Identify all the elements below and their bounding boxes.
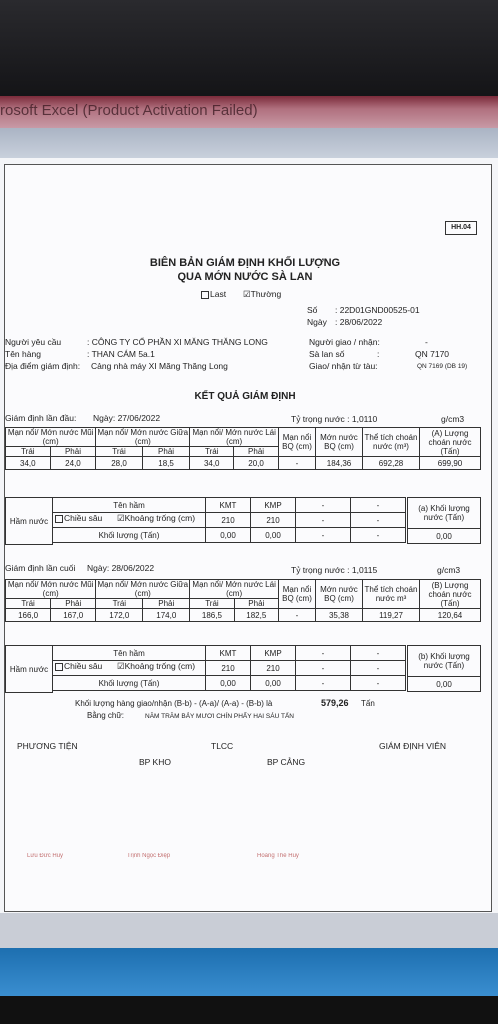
total-label: Khối lượng hàng giao/nhận (B-b) - (A-a)/ (A-a) - (B-b) là: [75, 699, 273, 708]
document-sheet: [4, 164, 492, 912]
last-unit: g/cm3: [437, 565, 461, 575]
total-unit: Tấn: [361, 699, 375, 708]
first-h-kl: (A) Lượng choán nước (Tấn): [420, 428, 481, 457]
option-regular-label: Thường: [250, 289, 282, 299]
signer-name-3: Hoàng Thế Huy: [257, 853, 299, 859]
last-h-trai: Trái: [6, 599, 51, 609]
first-h-mui: Mạn nổi/ Mớn nước Mũi (cm): [6, 428, 96, 447]
first-h-bq: Mạn nổi BQ (cm): [279, 428, 316, 457]
last-h-phai: Phải: [234, 599, 278, 609]
first-label: Giám định lần đầu:: [5, 413, 77, 423]
window-title: rosoft Excel (Product Activation Failed): [0, 102, 258, 119]
last-h-trai: Trái: [190, 599, 234, 609]
last-cell: 119,27: [363, 609, 420, 622]
first-cell: 18,5: [142, 457, 190, 470]
first-cell: 20,0: [234, 457, 279, 470]
first-h-trai: Trái: [6, 447, 51, 457]
first-h-phai: Phải: [50, 447, 96, 457]
last-label: Giám định lần cuối: [5, 563, 76, 573]
first-dash: -: [350, 497, 406, 513]
first-kmt: KMT: [205, 497, 251, 513]
print-preview-area: [0, 158, 498, 913]
first-dash: -: [295, 527, 351, 543]
last-h-mui: Mạn nổi/ Mớn nước Mũi (cm): [6, 580, 96, 599]
last-cell: 172,0: [96, 609, 143, 622]
first-cell: 24,0: [50, 457, 96, 470]
last-ham-label: Hầm nước: [5, 645, 53, 693]
checkbox-last[interactable]: [201, 291, 209, 299]
last-dash: -: [295, 675, 351, 691]
last-cell: 120,64: [420, 609, 481, 622]
last-cell: 186,5: [190, 609, 234, 622]
first-h-lai: Mạn nổi/ Mớn nước Lái (cm): [190, 428, 279, 447]
last-dash: -: [350, 675, 406, 691]
sign-inspector: GIÁM ĐỊNH VIÊN: [379, 741, 447, 751]
first-kl-v2: 0,00: [250, 527, 296, 543]
last-cell: 182,5: [234, 609, 278, 622]
words-label: Bằng chữ:: [87, 711, 124, 720]
check-mark-icon: ☑: [243, 289, 251, 299]
first-kt-v2: 210: [250, 512, 296, 528]
so-value: : 22D01GND00525-01: [335, 305, 420, 315]
first-dash: -: [350, 527, 406, 543]
first-ratio: Tỷ trọng nước : 1,0110: [291, 414, 378, 424]
last-right-value: 0,00: [407, 676, 481, 692]
check-mark-icon: ☑: [117, 513, 125, 523]
first-h-tt: Thể tích choán nước (m³): [363, 428, 420, 457]
first-kmp: KMP: [250, 497, 296, 513]
salan-value: QN 7170: [415, 349, 450, 359]
first-right-value: 0,00: [407, 528, 481, 544]
place-label: Địa điểm giám định:: [5, 361, 81, 371]
words-value: NĂM TRĂM BẢY MƯƠI CHÍN PHẨY HAI SÁU TẤN: [145, 713, 294, 720]
doc-subtitle: QUA MỚN NƯỚC SÀ LAN: [177, 271, 313, 283]
result-title: KẾT QUẢ GIÁM ĐỊNH: [194, 391, 296, 402]
last-date: Ngày: 28/06/2022: [87, 563, 155, 573]
window-title-bar[interactable]: [0, 96, 498, 128]
last-kl-v1: 0,00: [205, 675, 251, 691]
first-h-trai: Trái: [190, 447, 234, 457]
taskbar[interactable]: [0, 948, 498, 996]
checkbox-depth[interactable]: [55, 515, 63, 523]
check-mark-icon: ☑: [117, 661, 125, 671]
first-dash: -: [295, 512, 351, 528]
checkbox-depth[interactable]: [55, 663, 63, 671]
first-cell: 28,0: [96, 457, 142, 470]
first-kl-v1: 0,00: [205, 527, 251, 543]
last-dash: -: [350, 645, 406, 661]
doc-title: BIÊN BẢN GIÁM ĐỊNH KHỐI LƯỢNG: [149, 257, 341, 269]
requester-label: Người yêu cầu: [5, 337, 62, 347]
last-ten-ham: Tên hầm: [52, 645, 206, 661]
last-cell: 35,38: [316, 609, 363, 622]
first-h-phai: Phải: [142, 447, 190, 457]
first-cell: 34,0: [6, 457, 51, 470]
form-code: HH.04: [445, 221, 477, 235]
last-h-trai: Trái: [96, 599, 143, 609]
last-depth-label: Chiều sâu: [64, 661, 103, 671]
first-unit: g/cm3: [441, 414, 465, 424]
first-h-phai: Phải: [234, 447, 279, 457]
excel-status-area: [0, 913, 498, 948]
last-cell: -: [279, 609, 316, 622]
first-right-label: (a) Khối lượng nước (Tấn): [407, 497, 481, 529]
giao-label: Người giao / nhận:: [309, 337, 380, 347]
first-opt-clearance[interactable]: [117, 513, 195, 523]
last-opt-clearance[interactable]: [117, 661, 195, 671]
last-h-giua: Mạn nổi/ Mớn nước Giữa (cm): [97, 580, 189, 598]
last-h-kl: (B) Lượng choán nước (Tấn): [420, 580, 481, 609]
sign-warehouse: BP KHO: [139, 757, 171, 767]
last-cell: 167,0: [51, 609, 96, 622]
sign-vehicle: PHƯƠNG TIỆN: [17, 741, 78, 751]
option-last-label: Last: [210, 289, 227, 299]
last-kt-v2: 210: [250, 660, 296, 676]
last-right-label: (b) Khối lượng nước (Tấn): [407, 645, 481, 677]
goods-label: Tên hàng: [5, 349, 41, 359]
first-cell: 34,0: [190, 457, 234, 470]
sign-port: BP CẢNG: [267, 757, 306, 767]
last-draft-table: [5, 579, 481, 622]
so-label: Số: [307, 305, 318, 315]
signer-name-2: Trịnh Ngọc Điệp: [127, 853, 171, 859]
signer-name-1: Lưu Đức Huy: [27, 853, 64, 859]
last-h-phai: Phải: [51, 599, 96, 609]
monitor-bezel: [0, 0, 498, 96]
last-kmp: KMP: [250, 645, 296, 661]
first-h-mon: Mớn nước BQ (cm): [316, 428, 363, 457]
last-clearance-label: Khoảng trống (cm): [124, 661, 196, 671]
first-kl-label: Khối lượng (Tấn): [52, 527, 206, 543]
sign-tlcc: TLCC: [211, 741, 234, 751]
tau-label: Giao/ nhận từ tàu:: [309, 361, 378, 371]
first-h-trai: Trái: [96, 447, 142, 457]
first-cell: 692,28: [363, 457, 420, 470]
monitor-bottom-bezel: [0, 996, 498, 1024]
requester-value: : CÔNG TY CỔ PHẦN XI MĂNG THĂNG LONG: [87, 337, 268, 347]
last-opt-depth[interactable]: [55, 661, 102, 671]
last-h-mon: Mớn nước BQ (cm): [316, 580, 363, 609]
option-last[interactable]: [201, 289, 226, 299]
last-ratio: Tỷ trọng nước : 1,0115: [291, 565, 378, 575]
total-value: 579,26: [321, 698, 349, 708]
first-cell: 699,90: [420, 457, 481, 470]
last-kl-label: Khối lượng (Tấn): [52, 675, 206, 691]
last-kt-v1: 210: [205, 660, 251, 676]
last-h-phai: Phải: [143, 599, 190, 609]
first-dash: -: [350, 512, 406, 528]
goods-value: : THAN CÁM 5a.1: [87, 349, 155, 359]
first-kt-v1: 210: [205, 512, 251, 528]
first-cell: 184,36: [316, 457, 363, 470]
first-ten-ham: Tên hầm: [52, 497, 206, 513]
last-kl-v2: 0,00: [250, 675, 296, 691]
first-h-giua: Mạn nổi/ Mớn nước Giữa (cm): [97, 428, 189, 446]
place-value: Cảng nhà máy XI Măng Thăng Long: [91, 361, 228, 371]
first-dash: -: [295, 497, 351, 513]
last-dash: -: [295, 645, 351, 661]
first-draft-table: [5, 427, 481, 470]
option-regular[interactable]: [243, 289, 281, 299]
last-h-lai: Mạn nổi/ Mớn nước Lái (cm): [190, 580, 279, 599]
first-ham-label: Hầm nước: [5, 497, 53, 545]
last-kmt: KMT: [205, 645, 251, 661]
ngay-value: : 28/06/2022: [335, 317, 383, 327]
first-opt-depth[interactable]: [55, 513, 102, 523]
salan-label: Sà lan số: [309, 349, 345, 359]
last-dash: -: [295, 660, 351, 676]
salan-colon: :: [377, 349, 380, 359]
first-depth-label: Chiều sâu: [64, 513, 103, 523]
giao-value: -: [425, 337, 428, 347]
first-cell: -: [279, 457, 316, 470]
last-cell: 166,0: [6, 609, 51, 622]
tau-value: QN 7169 (DB 19): [417, 363, 468, 370]
ribbon: [0, 128, 498, 158]
first-clearance-label: Khoảng trống (cm): [124, 513, 196, 523]
last-cell: 174,0: [143, 609, 190, 622]
last-dash: -: [350, 660, 406, 676]
last-h-bq: Mạn nổi BQ (cm): [279, 580, 316, 609]
first-date: Ngày: 27/06/2022: [93, 413, 161, 423]
ngay-label: Ngày: [307, 317, 327, 327]
last-h-tt: Thể tích choán nước m³: [363, 580, 420, 609]
